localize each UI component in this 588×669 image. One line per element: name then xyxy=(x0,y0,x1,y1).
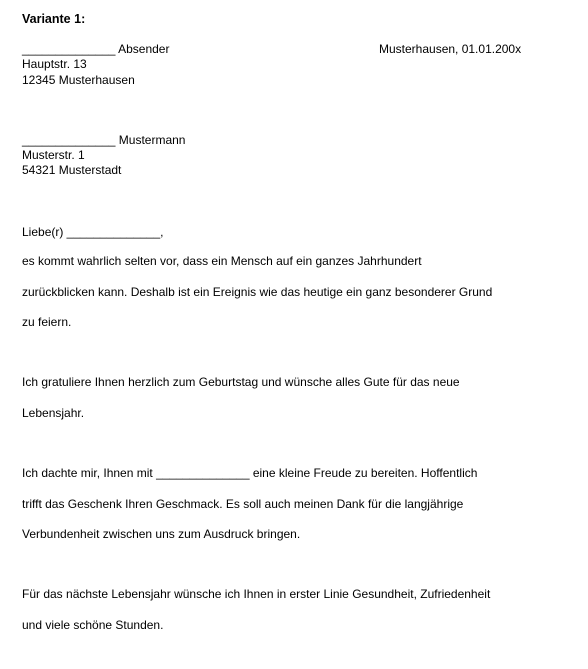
body-line: trifft das Geschenk Ihren Geschmack. Es soll auch meinen Dank für die langjährige xyxy=(22,497,464,511)
sender-name-line: ______________ Absender xyxy=(22,42,170,56)
place-date: Musterhausen, 01.01.200x xyxy=(379,42,522,56)
body-line: Verbundenheit zwischen uns zum Ausdruck bringen. xyxy=(22,527,301,541)
body-line: Ich dachte mir, Ihnen mit ______________ eine kleine Freude zu bereiten. Hoffentlich xyxy=(22,466,478,480)
recipient-name-line: ______________ Mustermann xyxy=(22,133,186,147)
body-line: zu feiern. xyxy=(22,315,72,329)
recipient-street: Musterstr. 1 xyxy=(22,148,85,162)
variant-heading: Variante 1: xyxy=(22,12,86,26)
body-line: zurückblicken kann. Deshalb ist ein Ereignis wie das heutige ein ganz besonderer Grund xyxy=(22,285,493,299)
body-line: und viele schöne Stunden. xyxy=(22,618,164,632)
body-line: Ich gratuliere Ihnen herzlich zum Geburtstag und wünsche alles Gute für das neue xyxy=(22,375,460,389)
body-line: Für das nächste Lebensjahr wünsche ich Ihnen in erster Linie Gesundheit, Zufriedenheit xyxy=(22,587,491,601)
sender-city: 12345 Musterhausen xyxy=(22,73,135,87)
body-line: es kommt wahrlich selten vor, dass ein Mensch auf ein ganzes Jahrhundert xyxy=(22,254,422,268)
salutation: Liebe(r) ______________, xyxy=(22,225,164,239)
recipient-city: 54321 Musterstadt xyxy=(22,163,122,177)
body-line: Lebensjahr. xyxy=(22,406,85,420)
sender-street: Hauptstr. 13 xyxy=(22,57,87,71)
